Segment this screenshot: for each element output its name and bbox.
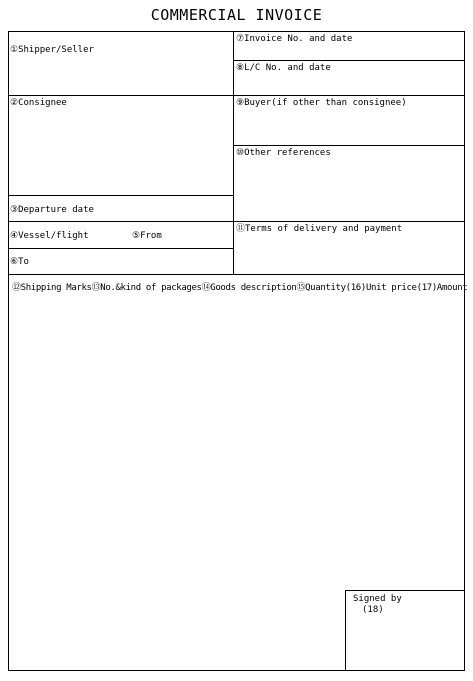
divider-shipper-consignee bbox=[8, 95, 465, 96]
invoice-frame bbox=[8, 31, 465, 671]
lc-no-label: ⑧L/C No. and date bbox=[236, 63, 331, 73]
divider-consignee-departure bbox=[8, 195, 233, 196]
signed-by-label: Signed by bbox=[353, 594, 402, 604]
packages-header: ⑬No.&kind of packages bbox=[91, 283, 202, 293]
divider-center bbox=[233, 31, 234, 274]
amount-header: (17)Amount bbox=[416, 283, 468, 293]
divider-invoice-lc bbox=[233, 60, 465, 61]
consignee-label: ②Consignee bbox=[10, 98, 67, 108]
terms-label: ⑪Terms of delivery and payment bbox=[236, 224, 403, 234]
divider-header-goods bbox=[8, 274, 465, 275]
document-title: COMMERCIAL INVOICE bbox=[150, 6, 323, 24]
column-header-row bbox=[12, 283, 467, 294]
buyer-label: ⑨Buyer(if other than consignee) bbox=[236, 98, 407, 108]
goods-description-header: ⑭Goods description bbox=[201, 283, 297, 293]
quantity-header: ⑮Quantity bbox=[296, 283, 346, 293]
divider-signature-left bbox=[345, 590, 346, 671]
divider-buyer-other bbox=[233, 145, 465, 146]
divider-vessel-to bbox=[8, 248, 233, 249]
unit-price-header: (16)Unit price bbox=[345, 283, 417, 293]
departure-date-label: ③Departure date bbox=[10, 205, 94, 215]
divider-departure-vessel bbox=[8, 221, 465, 222]
to-label: ⑥To bbox=[10, 257, 29, 267]
invoice-no-label: ⑦Invoice No. and date bbox=[236, 34, 353, 44]
shipper-label: ①Shipper/Seller bbox=[10, 45, 94, 55]
other-references-label: ⑩Other references bbox=[236, 148, 331, 158]
vessel-flight-label: ④Vessel/flight bbox=[10, 231, 89, 241]
signed-by-number: (18) bbox=[362, 605, 384, 615]
shipping-marks-header: ⑫Shipping Marks bbox=[12, 283, 92, 293]
from-label: ⑤From bbox=[132, 231, 162, 241]
divider-signature-top bbox=[345, 590, 465, 591]
